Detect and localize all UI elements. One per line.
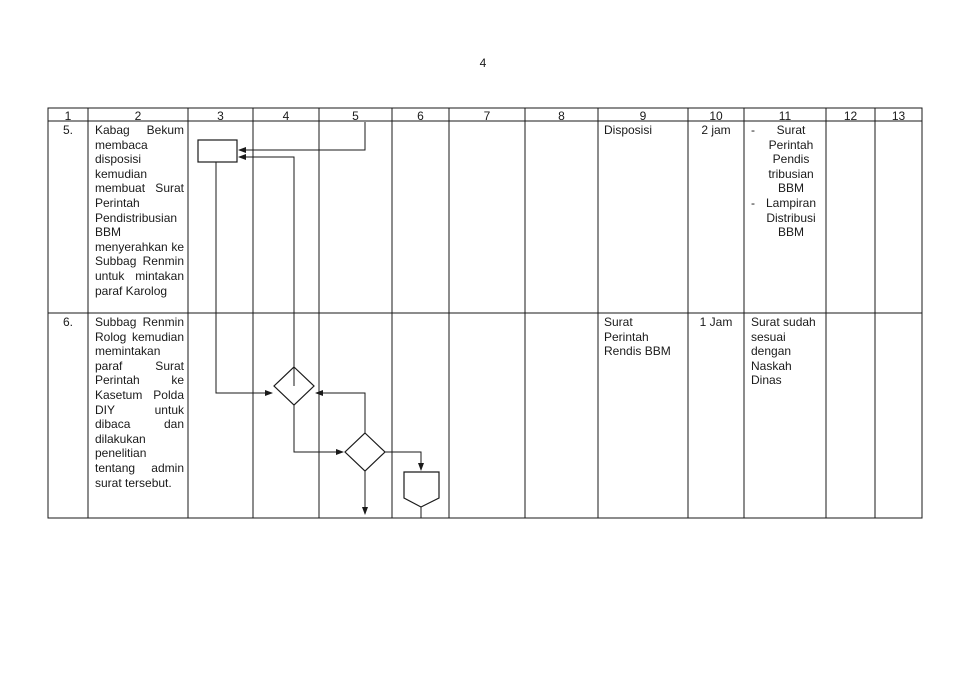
col-header: 3 xyxy=(217,109,224,123)
row-number: 5. xyxy=(62,123,73,137)
col-header: 13 xyxy=(891,109,906,123)
row-number: 6. xyxy=(62,315,73,329)
step-description: Kabag Bekum membaca disposisi kemudian membuat Surat Perintah Pendistribusian BBM menyerahkan ke Subbag Renmin untuk mintakan paraf Karolog xyxy=(95,123,184,298)
note-item: - Lampiran Distribusi BBM xyxy=(751,195,817,240)
col-header: 1 xyxy=(64,109,72,123)
step-notes: Surat sudah sesuai dengan Naskah Dinas xyxy=(751,315,816,388)
step-time: 1 Jam xyxy=(699,315,733,329)
col-header: 8 xyxy=(558,109,565,123)
step-output: Surat Perintah Rendis BBM xyxy=(604,315,671,359)
col-header: 5 xyxy=(352,109,359,123)
col-header: 6 xyxy=(417,109,424,123)
process-box xyxy=(198,140,237,162)
col-header: 11 xyxy=(778,109,792,123)
step-description: Subbag Renmin Rolog kemudian memintakan paraf Surat Perintah ke Kasetum Polda DIY untuk dibaca dan dilakukan penelitian tentang admin surat tersebut. xyxy=(95,315,184,490)
step-time: 2 jam xyxy=(701,123,731,137)
flow-arrow xyxy=(316,393,365,433)
col-header: 12 xyxy=(843,109,858,123)
note-item: - Surat Perintah Pendis tribusian BBM xyxy=(751,123,814,196)
col-header: 10 xyxy=(709,109,723,123)
offpage-connector xyxy=(404,472,439,507)
col-header: 2 xyxy=(134,109,142,123)
col-header: 7 xyxy=(483,109,491,123)
flow-arrow xyxy=(385,452,421,470)
step-output: Disposisi xyxy=(604,123,653,137)
flow-arrow xyxy=(216,162,272,393)
col-header: 4 xyxy=(282,109,290,123)
page-number: 4 xyxy=(479,56,487,70)
flow-arrow xyxy=(239,122,365,150)
decision-diamond xyxy=(345,433,385,471)
step-notes xyxy=(751,123,821,240)
col-header: 9 xyxy=(639,109,647,123)
flow-arrow xyxy=(239,157,294,386)
